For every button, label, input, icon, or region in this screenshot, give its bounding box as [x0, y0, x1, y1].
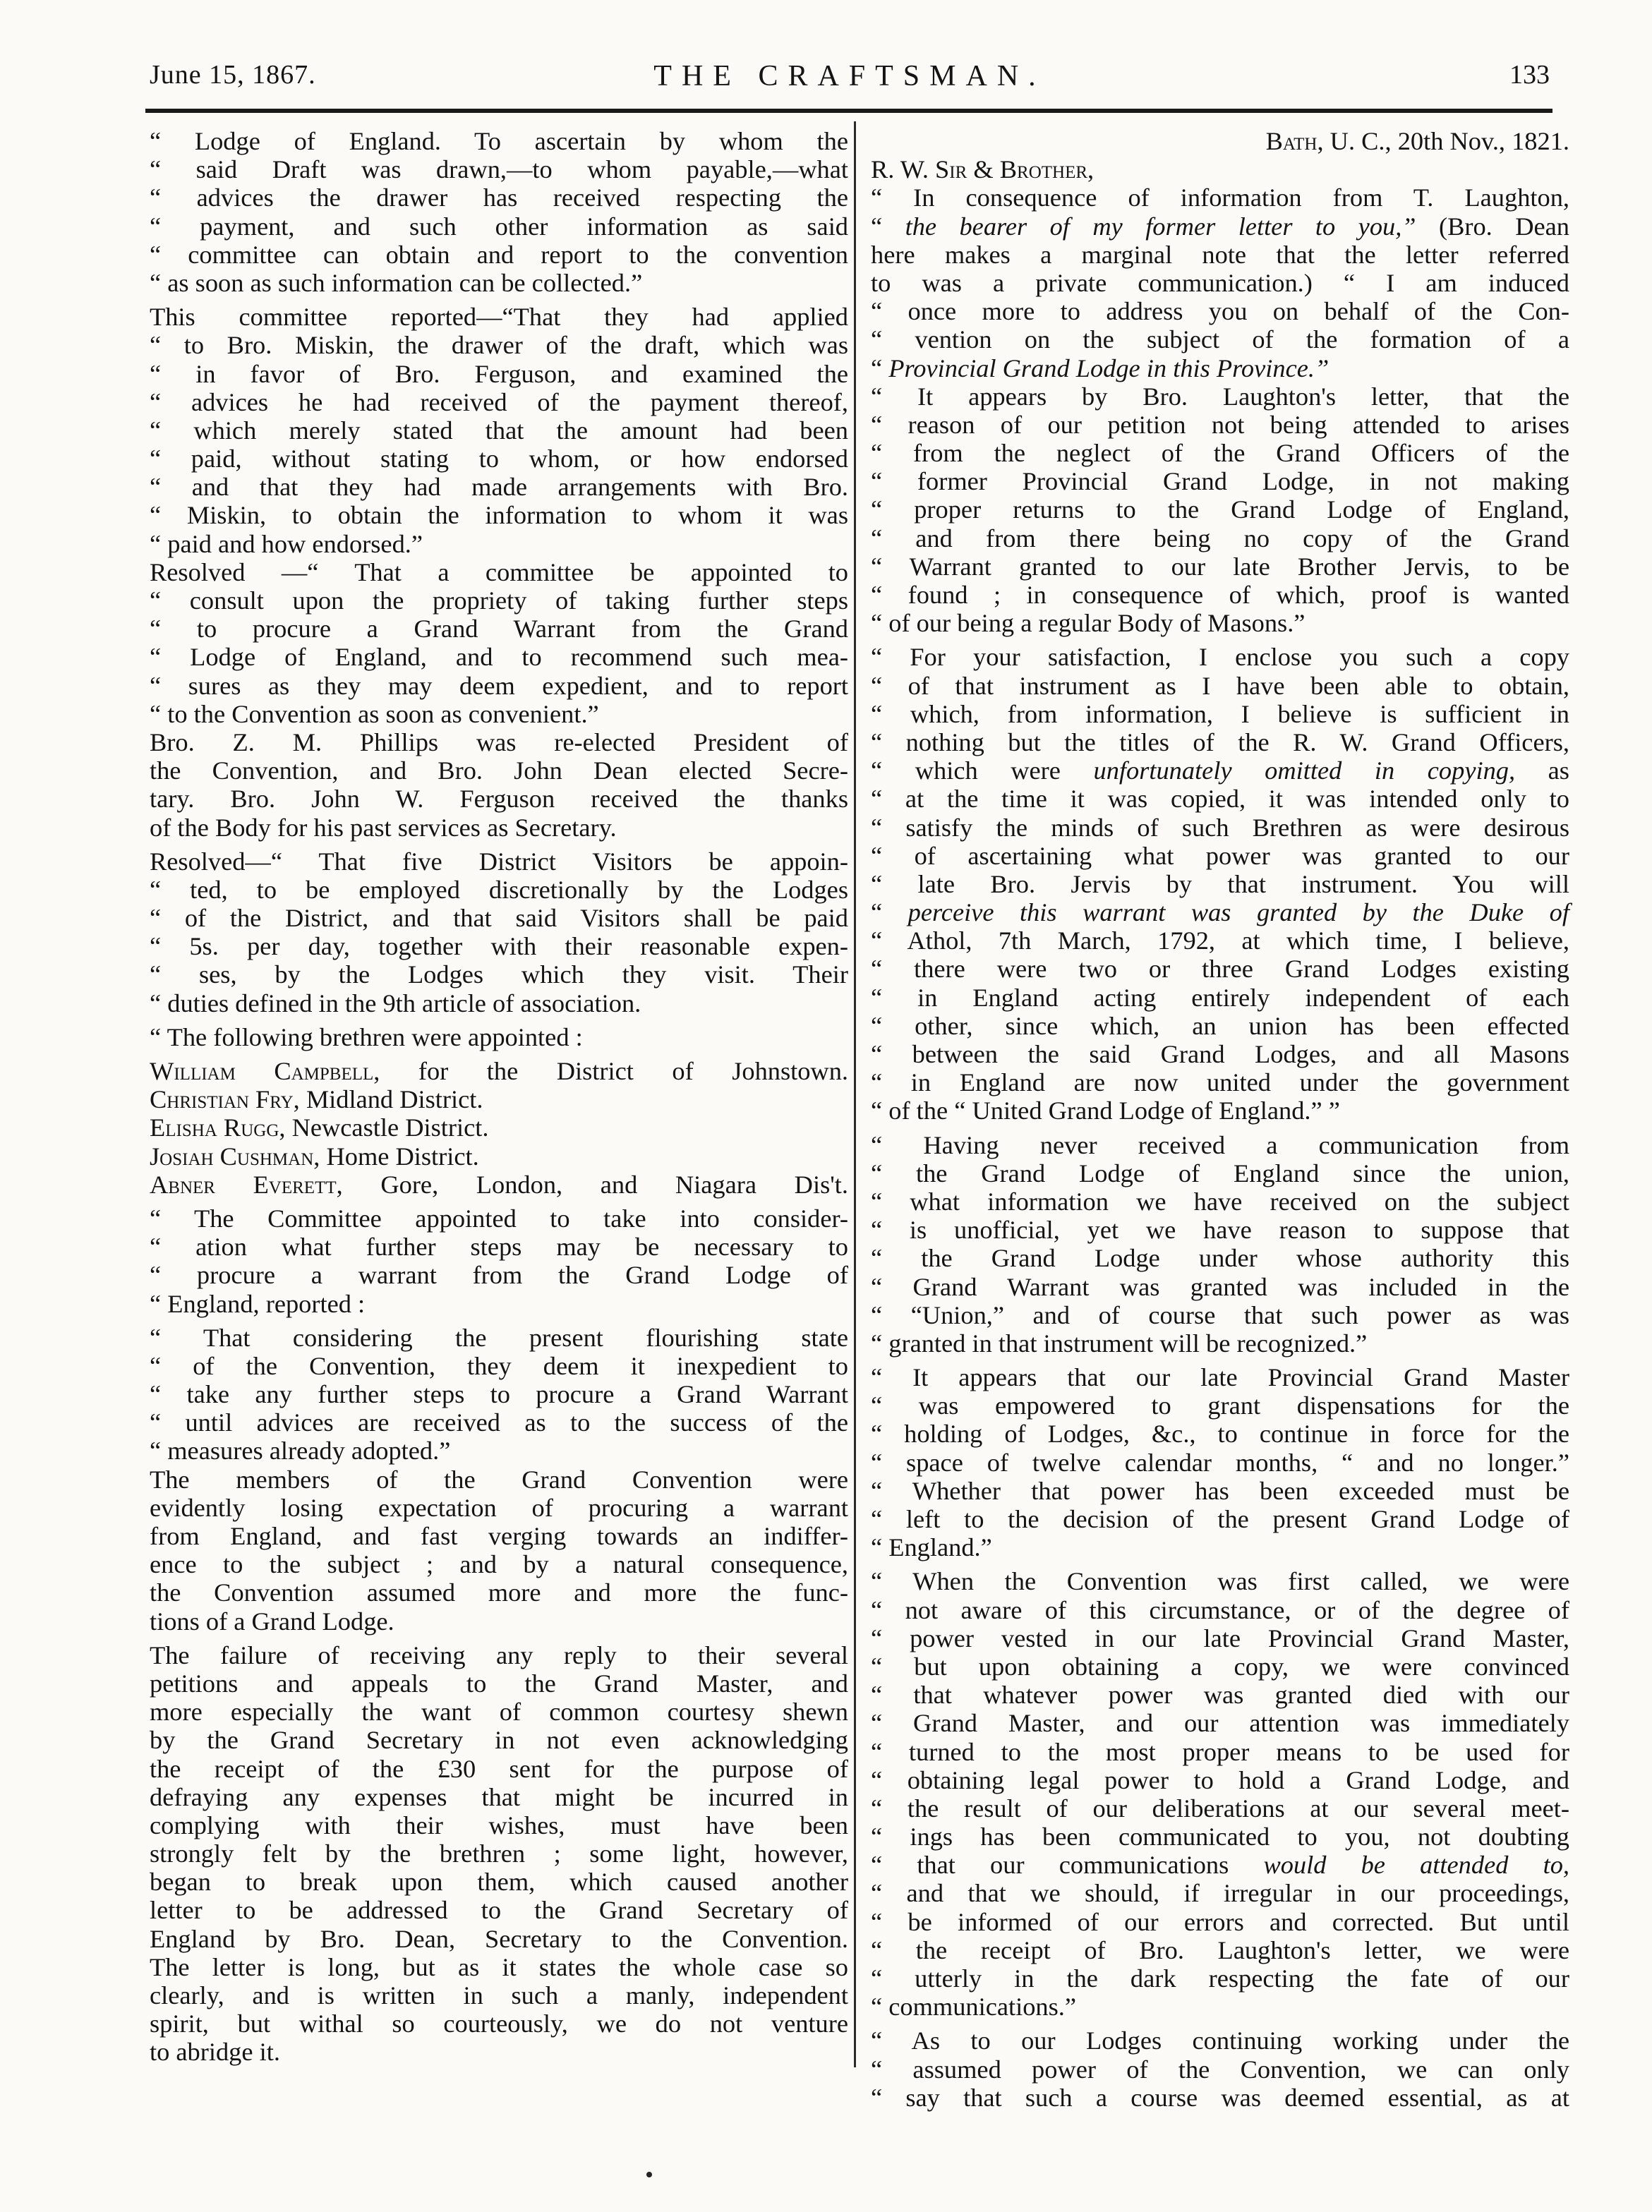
text-line: “ of that instrument as I have been able to obtain, — [871, 671, 1569, 700]
text-line: This committee reported—“That they had applied — [150, 303, 848, 332]
header-rule — [145, 109, 1552, 113]
text-line: “ Provincial Grand Lodge in this Province.” — [871, 353, 1330, 382]
text-line: “ there were two or three Grand Lodges existing — [871, 955, 1569, 984]
text-line: “ former Provincial Grand Lodge, in not making — [871, 467, 1569, 496]
text-line: the Convention assumed more and more the func- — [150, 1578, 848, 1607]
text-line: “ to procure a Grand Warrant from the Grand — [150, 615, 848, 643]
text-line: defraying any expenses that might be incurred in — [150, 1782, 848, 1811]
text-line: “ Having never received a communication from — [871, 1130, 1569, 1159]
text-line: “ That considering the present flourishing state — [150, 1323, 848, 1352]
text-line: “ “Union,” and of course that such power as was — [871, 1300, 1569, 1329]
text-line: “ advices the drawer has received respecting the — [150, 183, 848, 212]
text-line: “ and from there being no copy of the Grand — [871, 524, 1569, 552]
text-line: “ that our communications would be attended to, — [871, 1851, 1569, 1880]
text-line: from England, and fast verging towards an indiffer- — [150, 1522, 848, 1550]
text-line: “ and that they had made arrangements with Bro. — [150, 473, 848, 502]
text-line: to abridge it. — [150, 2038, 280, 2067]
text-line: “ what information we have received on the subject — [871, 1187, 1569, 1216]
footer-mark — [646, 2172, 652, 2177]
text-line: Bro. Z. M. Phillips was re-elected President of — [150, 727, 848, 756]
page-number: 133 — [1509, 60, 1550, 90]
text-line: “ of our being a regular Body of Masons.” — [871, 609, 1306, 638]
text-line: “ but upon obtaining a copy, we were convinced — [871, 1652, 1569, 1681]
text-line: Resolved —“ That a committee be appointed to — [150, 557, 848, 586]
text-line: “ perceive this warrant was granted by the Duke of — [871, 898, 1569, 927]
text-line: began to break upon them, which caused another — [150, 1868, 848, 1897]
text-line: “ duties defined in the 9th article of association. — [150, 989, 641, 1017]
text-line: “ of the “ United Grand Lodge of England.” ” — [871, 1096, 1340, 1125]
text-line: “ Lodge of England, and to recommend such mea- — [150, 643, 848, 672]
text-line: “ It appears that our late Provincial Grand Master — [871, 1363, 1569, 1392]
text-line: “ which, from information, I believe is sufficient in — [871, 699, 1569, 728]
text-line: “ For your satisfaction, I enclose you such a copy — [871, 643, 1569, 672]
text-line: tions of a Grand Lodge. — [150, 1607, 394, 1636]
text-line: “ until advices are received as to the success of the — [150, 1408, 848, 1437]
text-line: “ England, reported : — [150, 1289, 366, 1318]
text-line: “ Lodge of England. To ascertain by whom the — [150, 127, 848, 155]
text-line: “ other, since which, an union has been effected — [871, 1011, 1569, 1040]
text-line: “ obtaining legal power to hold a Grand Lodge, and — [871, 1765, 1569, 1794]
text-line: Josiah Cushman, Home District. — [150, 1142, 479, 1171]
text-line: “ between the said Grand Lodges, and all Masons — [871, 1040, 1569, 1068]
text-line: “ which were unfortunately omitted in copying, as — [871, 756, 1569, 785]
text-line: more especially the want of common courtesy shewn — [150, 1698, 848, 1727]
column-divider — [854, 121, 856, 2067]
text-line: spirit, but withal so courteously, we do not venture — [150, 2009, 848, 2038]
text-line: “ space of twelve calendar months, “ and no longer.” — [871, 1448, 1569, 1477]
text-line: “ Grand Warrant was granted was included in the — [871, 1272, 1569, 1301]
text-line: “ utterly in the dark respecting the fate of our — [871, 1964, 1569, 1993]
text-line: “ the Grand Lodge of England since the union, — [871, 1159, 1569, 1187]
text-line: “ found ; in consequence of which, proof is wanted — [871, 581, 1569, 609]
text-line: “ which merely stated that the amount had been — [150, 416, 848, 445]
text-line: “ committee can obtain and report to the convention — [150, 240, 848, 269]
text-line: Christian Fry, Midland District. — [150, 1085, 483, 1114]
text-line: R. W. Sir & Brother, — [871, 155, 1095, 184]
text-line: “ payment, and such other information as said — [150, 212, 848, 241]
text-line: “ as soon as such information can be collected.” — [150, 268, 643, 297]
text-line: by the Grand Secretary in not even acknowledging — [150, 1726, 848, 1755]
text-line: “ England.” — [871, 1533, 992, 1562]
text-line: “ the Grand Lodge under whose authority this — [871, 1244, 1569, 1273]
text-line: Bath, U. C., 20th Nov., 1821. — [1265, 127, 1569, 155]
text-line: “ paid and how endorsed.” — [150, 529, 423, 558]
text-line: “ Miskin, to obtain the information to whom it was — [150, 501, 848, 530]
text-line: “ be informed of our errors and corrected. But until — [871, 1907, 1569, 1936]
text-line: “ assumed power of the Convention, we can only — [871, 2055, 1569, 2084]
issue-date: June 15, 1867. — [150, 60, 316, 90]
text-line: “ The following brethren were appointed : — [150, 1022, 583, 1051]
text-line: “ Warrant granted to our late Brother Jervis, to be — [871, 552, 1569, 581]
text-line: William Campbell, for the District of Johnstown. — [150, 1057, 849, 1085]
text-line: clearly, and is written in such a manly, independent — [150, 1981, 848, 2009]
left-column — [150, 127, 848, 2067]
text-line: “ left to the decision of the present Grand Lodge of — [871, 1505, 1569, 1533]
text-line: “ communications.” — [871, 1993, 1077, 2021]
text-line: “ from the neglect of the Grand Officers of the — [871, 439, 1569, 468]
publication-title: THE CRAFTSMAN. — [653, 60, 1046, 92]
text-line: “ in favor of Bro. Ferguson, and examined the — [150, 359, 848, 388]
text-line: “ and that we should, if irregular in our proceedings, — [871, 1879, 1569, 1908]
text-line: “ granted in that instrument will be recognized.” — [871, 1329, 1368, 1358]
text-line: “ that whatever power was granted died with our — [871, 1681, 1569, 1710]
text-line: “ vention on the subject of the formation of a — [871, 325, 1569, 354]
text-line: “ When the Convention was first called, we were — [871, 1567, 1569, 1596]
text-line: “ to Bro. Miskin, the drawer of the draft, which was — [150, 331, 848, 360]
text-line: Abner Everett, Gore, London, and Niagara Dis't. — [150, 1170, 848, 1199]
text-line: “ ted, to be employed discretionally by the Lodges — [150, 875, 848, 904]
text-line: “ reason of our petition not being attended to arises — [871, 410, 1569, 439]
text-line: letter to be addressed to the Grand Secretary of — [150, 1896, 848, 1925]
text-line: strongly felt by the brethren ; some light, however, — [150, 1839, 848, 1868]
text-line: “ is unofficial, yet we have reason to suppose that — [871, 1216, 1569, 1245]
text-line: “ It appears by Bro. Laughton's letter, that the — [871, 382, 1569, 411]
text-line: “ satisfy the minds of such Brethren as were desirous — [871, 813, 1569, 842]
text-line: “ advices he had received of the payment thereof, — [150, 387, 848, 416]
text-line: ence to the subject ; and by a natural consequence, — [150, 1550, 848, 1579]
text-line: “ ses, by the Lodges which they visit. Their — [150, 960, 848, 989]
text-line: to was a private communication.) “ I am induced — [871, 268, 1569, 297]
text-line: “ procure a warrant from the Grand Lodge of — [150, 1261, 848, 1290]
text-line: “ The Committee appointed to take into consider- — [150, 1204, 848, 1233]
text-line: The failure of receiving any reply to their several — [150, 1640, 848, 1669]
text-line: The members of the Grand Convention were — [150, 1465, 848, 1494]
text-line: “ ation what further steps may be necessary to — [150, 1233, 848, 1262]
text-line: “ once more to address you on behalf of the Con- — [871, 297, 1569, 326]
text-line: England by Bro. Dean, Secretary to the Convention. — [150, 1924, 848, 1953]
text-line: Resolved—“ That five District Visitors be appoin- — [150, 847, 848, 876]
text-line: “ to the Convention as soon as convenient.” — [150, 699, 599, 728]
text-line: “ at the time it was copied, it was intended only to — [871, 785, 1569, 814]
text-line: “ power vested in our late Provincial Grand Master, — [871, 1624, 1569, 1652]
text-line: “ As to our Lodges continuing working under the — [871, 2026, 1569, 2055]
text-line: “ of ascertaining what power was granted to our — [871, 841, 1569, 870]
text-line: “ say that such a course was deemed essential, as at — [871, 2083, 1569, 2112]
text-line: “ in England are now united under the government — [871, 1068, 1569, 1097]
text-line: petitions and appeals to the Grand Master, and — [150, 1669, 848, 1698]
text-line: “ of the District, and that said Visitors shall be paid — [150, 904, 848, 933]
text-line: The letter is long, but as it states the whole case so — [150, 1952, 848, 1981]
text-line: “ take any further steps to procure a Grand Warrant — [150, 1380, 848, 1409]
text-line: tary. Bro. John W. Ferguson received the thanks — [150, 785, 848, 814]
text-line: “ the result of our deliberations at our several meet- — [871, 1794, 1569, 1823]
text-line: “ Whether that power has been exceeded must be — [871, 1476, 1569, 1505]
text-line: Elisha Rugg, Newcastle District. — [150, 1113, 489, 1142]
text-line: “ sures as they may deem expedient, and to report — [150, 671, 848, 700]
text-line: “ late Bro. Jervis by that instrument. You will — [871, 869, 1569, 898]
text-line: “ of the Convention, they deem it inexpedient to — [150, 1351, 848, 1380]
text-line: evidently losing expectation of procuring a warrant — [150, 1493, 848, 1522]
text-line: “ measures already adopted.” — [150, 1437, 451, 1465]
text-line: “ said Draft was drawn,—to whom payable,—what — [150, 155, 848, 184]
text-line: “ ings has been communicated to you, not doubting — [871, 1823, 1569, 1851]
text-line: “ was empowered to grant dispensations for the — [871, 1391, 1569, 1420]
text-line: of the Body for his past services as Secretary. — [150, 813, 617, 842]
text-line: “ Athol, 7th March, 1792, at which time, I believe, — [871, 926, 1569, 955]
text-line: “ holding of Lodges, &c., to continue in force for the — [871, 1420, 1569, 1449]
text-line: “ the receipt of Bro. Laughton's letter, we were — [871, 1935, 1569, 1964]
text-line: “ in England acting entirely independent of each — [871, 983, 1569, 1012]
text-line: here makes a marginal note that the letter referred — [871, 240, 1569, 269]
text-line: “ turned to the most proper means to be used for — [871, 1737, 1569, 1766]
page-header — [150, 59, 1550, 102]
text-line: “ In consequence of information from T. Laughton, — [871, 183, 1569, 212]
text-line: “ paid, without stating to whom, or how endorsed — [150, 445, 848, 473]
right-column — [871, 127, 1569, 2112]
text-line: “ the bearer of my former letter to you,” (Bro. Dean — [871, 212, 1569, 241]
text-line: “ 5s. per day, together with their reasonable expen- — [150, 932, 848, 961]
text-line: the receipt of the £30 sent for the purpose of — [150, 1754, 848, 1783]
text-line: “ consult upon the propriety of taking further steps — [150, 586, 848, 615]
text-line: the Convention, and Bro. John Dean elected Secre- — [150, 756, 848, 785]
text-line: “ proper returns to the Grand Lodge of England, — [871, 495, 1569, 524]
text-line: “ Grand Master, and our attention was immediately — [871, 1709, 1569, 1738]
text-line: “ not aware of this circumstance, or of the degree of — [871, 1595, 1569, 1624]
text-line: complying with their wishes, must have been — [150, 1811, 848, 1839]
text-line: “ nothing but the titles of the R. W. Grand Officers, — [871, 727, 1569, 756]
